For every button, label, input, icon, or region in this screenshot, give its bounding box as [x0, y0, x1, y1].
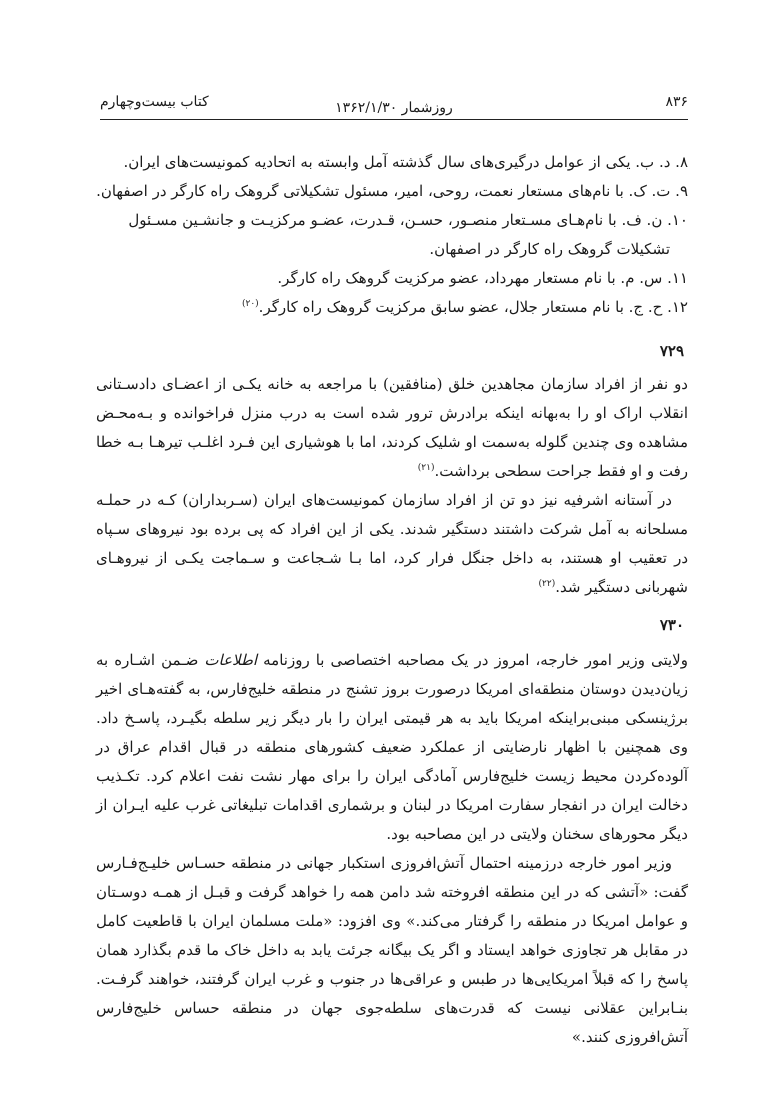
footnote-ref: (۲۲): [538, 579, 556, 589]
paragraph: [96, 646, 688, 849]
list-item: ۱۰. ن. ف. با نام‌هـای مسـتعار منصـور، حسـن، قـدرت، عضـو مرکزیـت و جانشـین مسـئول: [128, 211, 688, 229]
entry-number-729: ۷۲۹: [659, 342, 684, 360]
paragraph: [96, 370, 688, 486]
diary-title: روزشمار ۱۳۶۲/۱/۳۰: [335, 100, 453, 116]
paragraph-text: دو نفر از افراد سازمان مجاهدین خلق (منافقین) با مراجعه به خانه یکـی از اعضـای دادسـتانی انقلاب اراک او را به‌بهانه اینکه برادرش ترور شده است به درب منزل فراخوانده و بـه‌محـض مشاهده وی چندین گلوله به‌سمت او شلیک کردند، اما با هوشیاری این فـرد اغلـب تیرهـا بـه خطا رفت و او فقط جراحت سطحی برداشت.: [96, 375, 688, 480]
paragraph-text: ولایتی وزیر امور خارجه، امروز در یک مصاحبه اختصاصی با روزنامه: [263, 651, 688, 669]
list-item: [96, 293, 688, 322]
entry-number-730: ۷۳۰: [659, 616, 684, 634]
header-rule: [100, 119, 688, 120]
running-header: [100, 94, 688, 122]
list-item-continued: تشکیلات گروهک راه کارگر در اصفهان.: [429, 240, 670, 258]
entry-730-body: [96, 646, 688, 1052]
list-item: ۱۱. س. م. با نام مستعار مهرداد، عضو مرکزیت گروهک راه کارگر.: [277, 269, 688, 287]
identity-list: [96, 148, 688, 322]
footnote-ref: (۲۰): [241, 299, 259, 309]
footnote-ref: (۲۱): [417, 463, 435, 473]
newspaper-name: اطلاعات: [204, 651, 258, 669]
book-title: کتاب بیست‌وچهارم: [100, 94, 209, 110]
list-item: ۹. ت. ک. با نام‌های مستعار نعمت، روحی، امیر، مسئول تشکیلاتی گروهک راه کارگر در اصفهان.: [96, 182, 688, 200]
paragraph-text: در آستانه اشرفیه نیز دو تن از افراد سازمان کمونیست‌های ایران (سـربداران) کـه در حملـه مسلحانه به آمل شرکت داشتند دستگیر شدند. یکی از این افراد که پی برده بود نیروهای سـپاه در تعقیب او هستند، به داخل جنگل فرار کرد، اما بـا شـجاعت و سـماجت یکـی از نیروهـای شهربانی دستگیر شد.: [96, 491, 688, 596]
paragraph: وزیر امور خارجه درزمینه احتمال آتش‌افروزی استکبار جهانی در منطقه حسـاس خلیـج‌فـارس گفت: «آتشی که در این منطقه افروخته شد دامن همه را خواهد گرفت و قبـل از همـه دوسـتان و عوامل امریکا در منطقه را گرفتار می‌کند.» وی افزود: «ملت مسلمان ایران با قاطعیت کامل در مقابل هر تجاوزی خواهد ایستاد و اگر یک بیگانه جرئت یابد به داخل خاک ما قدم بگذارد همان پاسخ را که قبلاً امریکایی‌ها در طبس و عراقی‌ها در جنوب و غرب ایران گرفتند، خواهند گرفـت. بنـابراین عقلانی نیست که قدرت‌های سلطه‌جوی جهان در منطقه حساس خلیج‌فارس آتش‌افروزی کنند.»: [96, 854, 688, 1046]
paragraph: [96, 486, 688, 602]
list-item: ۸. د. ب. یکی از عوامل درگیری‌های سال گذشته آمل وابسته به اتحادیه کمونیست‌های ایران.: [123, 153, 688, 171]
entry-729-body: [96, 370, 688, 602]
list-item-text: ۱۲. ح. ج. با نام مستعار جلال، عضو سابق مرکزیت گروهک راه کارگر.: [258, 298, 688, 316]
paragraph-text: ضـمن اشـاره به زیان‌دیدن دوستان منطقه‌ای امریکا درصورت بروز تشنج در منطقه خلیج‌فارس، به گفته‌هـای اخیر برژینسکی مبنی‌براینکه امریکا باید به هر قیمتی ایران را بار دیگر زیر سلطه بگیـرد، پاسـخ داد. وی همچنین با اظهار نارضایتی از عملکرد ضعیف کشورهای منطقه در قبال اقدام عراق در آلوده‌کردن محیط زیست خلیج‌فارس آمادگی ایران را برای مهار نشت نفت اعلام کرد. تکـذیب دخالت ایران در انفجار سفارت امریکا در لبنان و برشماری اقدامات تبلیغاتی غرب علیه ایـران از دیگر محورهای سخنان ولایتی در این مصاحبه بود.: [96, 651, 688, 843]
page-number: ۸۳۶: [665, 94, 688, 110]
